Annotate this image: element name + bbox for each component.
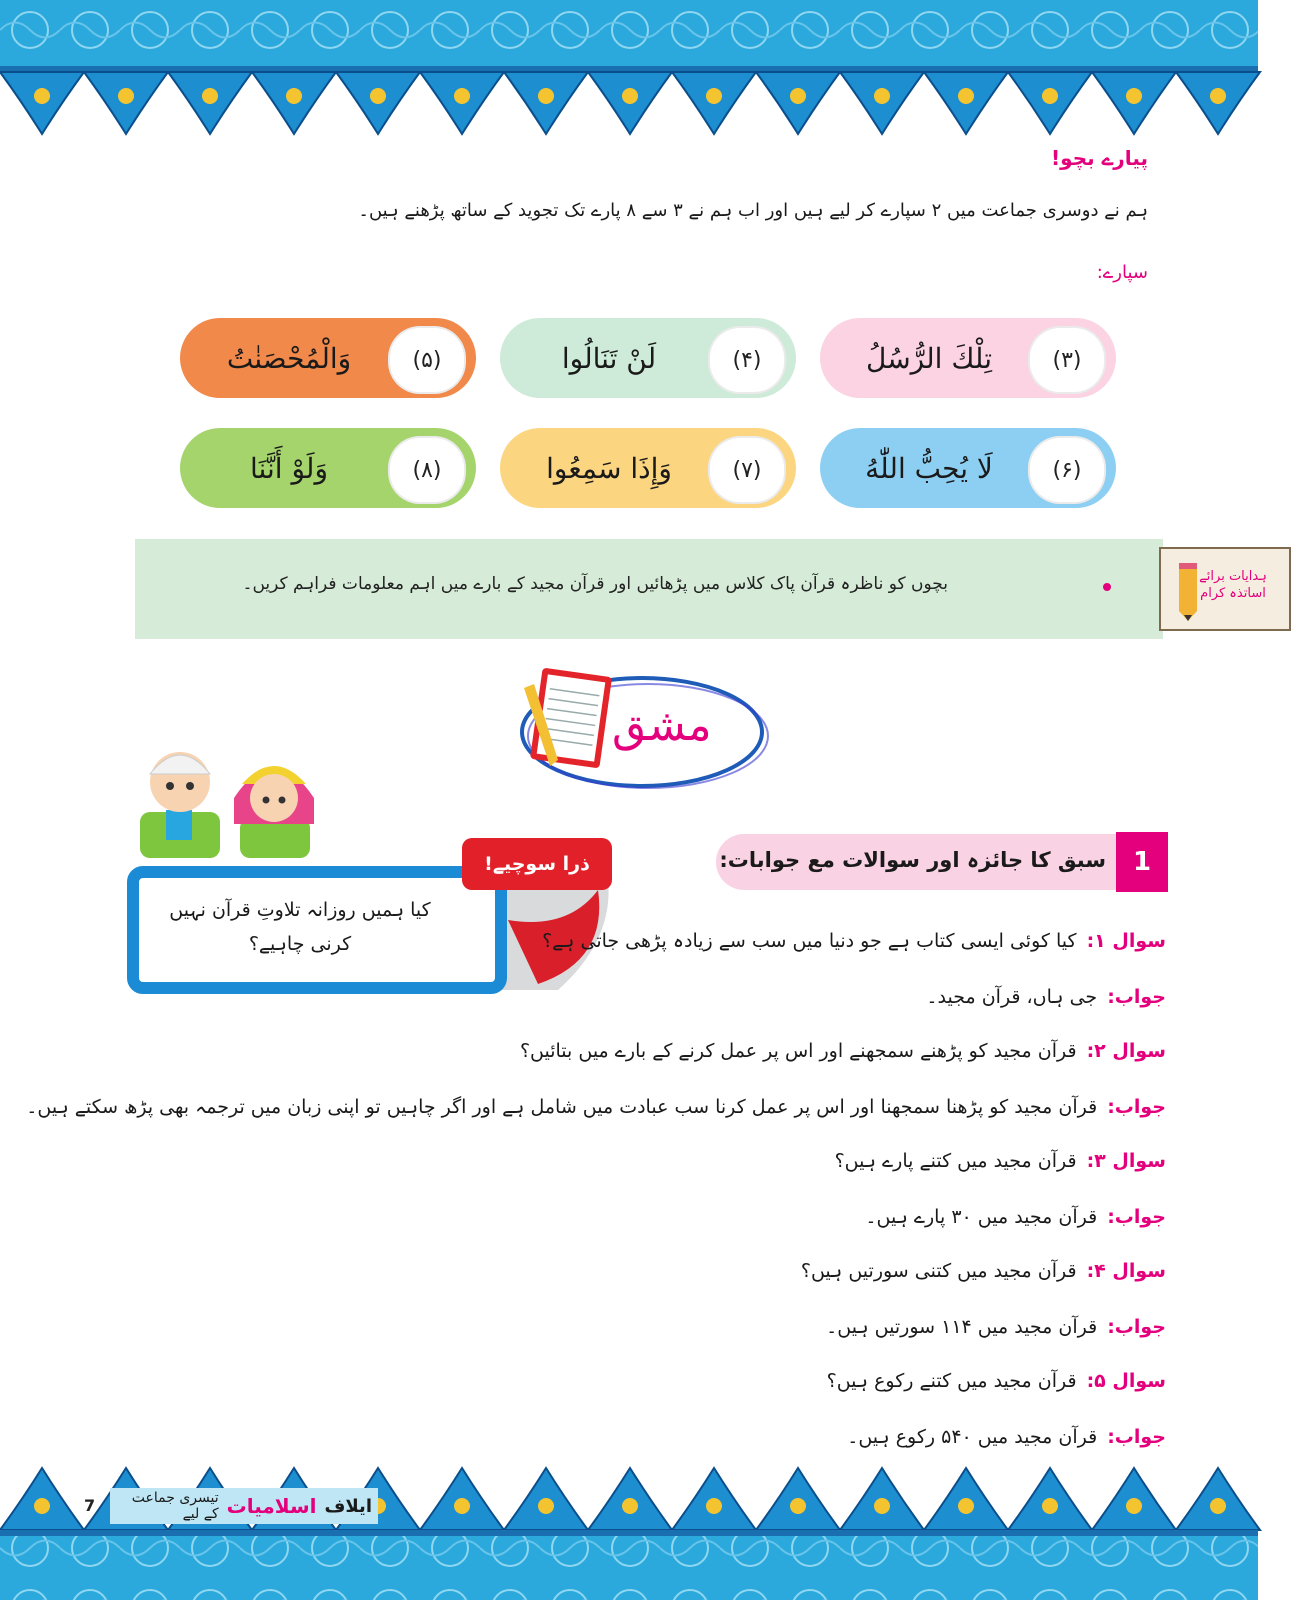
arch-medallion (454, 1498, 470, 1514)
sipara-name: لَا يُحِبُّ اللّٰهُ (865, 451, 993, 485)
arch-medallion (790, 88, 806, 104)
section-number: 1 (1116, 832, 1168, 892)
bullet-dot (1103, 583, 1111, 591)
thinking-kids-illustration (136, 728, 326, 858)
qa-text: کیا کوئی ایسی کتاب ہے جو دنیا میں سب سے زیادہ پڑھی جاتی ہے؟ (542, 930, 1077, 952)
sipara-name: تِلْكَ الرُّسُلُ (866, 341, 992, 375)
qa-label: جواب: (1107, 1096, 1166, 1118)
arch-medallion (286, 88, 302, 104)
teacher-sign-board (1159, 547, 1291, 631)
qa-label: جواب: (1107, 1426, 1166, 1448)
notepad-icon (522, 668, 612, 772)
qa-label: سوال ۵: (1086, 1370, 1166, 1392)
sipara-number: (۳) (1028, 326, 1106, 394)
qa-line (827, 1370, 1166, 1392)
arch-medallion (622, 88, 638, 104)
arch-medallion (622, 1498, 638, 1514)
arch-medallion (202, 88, 218, 104)
sipara-number: (۵) (388, 326, 466, 394)
arch-medallion (454, 88, 470, 104)
arch-medallion (1126, 88, 1142, 104)
arch-medallion (370, 88, 386, 104)
qa-line (26, 1096, 1166, 1118)
qa-text: قرآن مجید میں کتنے رکوع ہیں؟ (826, 1370, 1077, 1392)
sipara-pill (500, 428, 796, 508)
footer-book-title (118, 1491, 372, 1521)
arch-medallion (874, 1498, 890, 1514)
qa-label: سوال ۱: (1086, 930, 1166, 952)
arch-medallion (958, 1498, 974, 1514)
sipara-number: (۸) (388, 436, 466, 504)
sipara-number: (۴) (708, 326, 786, 394)
qa-label: سوال ۴: (1086, 1260, 1166, 1282)
sipara-pill (820, 428, 1116, 508)
sipara-name: وَلَوْ أَنَّنَا (250, 451, 328, 485)
arch-medallion (34, 88, 50, 104)
qa-text: قرآن مجید میں ۱۱۴ سورتیں ہیں۔ (826, 1316, 1098, 1338)
qa-line (847, 1426, 1166, 1448)
arch-medallion (874, 88, 890, 104)
bottom-decorative-border (0, 1458, 1258, 1600)
qa-text: قرآن مجید کو پڑھنا سمجھنا اور اس پر عمل کرنا سب عبادت میں شامل ہے اور اگر چاہیں تو اپنی زبان میں ترجمہ بھی پڑھ سکتے ہیں۔ (26, 1096, 1098, 1118)
arch-medallion (1042, 1498, 1058, 1514)
arch-medallion (1042, 88, 1058, 104)
qa-line (826, 1316, 1166, 1338)
teacher-note-text: بچوں کو ناظرہ قرآن پاک کلاس میں پڑھائیں اور قرآن مجید کے بارے میں اہم معلومات فراہم کریں۔ (242, 574, 948, 594)
teacher-sign-text: ہدایات برائے اساتذہ کرام (1199, 569, 1267, 601)
qa-text: قرآن مجید میں کتنے پارے ہیں؟ (834, 1150, 1077, 1172)
sipara-pill (500, 318, 796, 398)
think-question: کیا ہمیں روزانہ تلاوتِ قرآن نہیں کرنی چاہیے؟ (169, 899, 431, 956)
qa-line (835, 1150, 1166, 1172)
arch-medallion (706, 1498, 722, 1514)
qa-text: قرآن مجید میں ۵۴۰ رکوع ہیں۔ (847, 1426, 1098, 1448)
qa-text: جی ہاں، قرآن مجید۔ (926, 986, 1098, 1008)
arch-medallion (538, 1498, 554, 1514)
qa-text: قرآن مجید میں ۳۰ پارے ہیں۔ (865, 1206, 1098, 1228)
page-number: 7 (84, 1496, 96, 1515)
section-title: سبق کا جائزہ اور سوالات مع جوابات: (719, 848, 1106, 872)
qa-text: قرآن مجید میں کتنی سورتیں ہیں؟ (800, 1260, 1077, 1282)
siparas-heading: سپارے: (1096, 262, 1148, 283)
greeting-heading: پیارے بچو! (1051, 146, 1148, 170)
intro-paragraph: ہم نے دوسری جماعت میں ۲ سپارے کر لیے ہیں اور اب ہم نے ۳ سے ۸ پارے تک تجوید کے ساتھ پڑھنے ہیں۔ (358, 200, 1148, 221)
qa-label: جواب: (1107, 1206, 1166, 1228)
arch-medallion (1210, 88, 1226, 104)
qa-label: سوال ۲: (1086, 1040, 1166, 1062)
sipara-name: وَالْمُحْصَنٰتُ (226, 341, 352, 375)
qa-label: جواب: (1107, 986, 1166, 1008)
qa-line (926, 986, 1166, 1008)
arch-medallion (1210, 1498, 1226, 1514)
teacher-note-box (135, 539, 1267, 639)
footer-title: اسلامیات (226, 1494, 317, 1518)
qa-text: قرآن مجید کو پڑھنے سمجھنے اور اس پر عمل کرنے کے بارے میں بتائیں؟ (519, 1040, 1077, 1062)
mashq-title: مشق (612, 700, 712, 751)
sipara-number: (۷) (708, 436, 786, 504)
sipara-name: لَنْ تَنَالُوا (561, 341, 657, 375)
arch-medallion (790, 1498, 806, 1514)
footer-brand: ایلاف (324, 1495, 372, 1517)
arch-medallion (34, 1498, 50, 1514)
sipara-pill (180, 428, 476, 508)
arch-medallion (118, 88, 134, 104)
footer-subtitle: تیسری جماعت کے لیے (131, 1490, 219, 1522)
qa-line (542, 930, 1166, 952)
sipara-pill (180, 318, 476, 398)
arch-medallion (1126, 1498, 1142, 1514)
arch-medallion (958, 88, 974, 104)
think-tag: ذرا سوچیے! (462, 838, 612, 890)
qa-label: جواب: (1107, 1316, 1166, 1338)
qa-line (801, 1260, 1166, 1282)
arch-medallion (538, 88, 554, 104)
arch-medallion (706, 88, 722, 104)
qa-label: سوال ۳: (1086, 1150, 1166, 1172)
top-decorative-border (0, 0, 1258, 140)
qa-line (865, 1206, 1166, 1228)
sipara-number: (۶) (1028, 436, 1106, 504)
sipara-pill (820, 318, 1116, 398)
qa-line (520, 1040, 1166, 1062)
sipara-name: وَإِذَا سَمِعُوا (546, 451, 672, 485)
